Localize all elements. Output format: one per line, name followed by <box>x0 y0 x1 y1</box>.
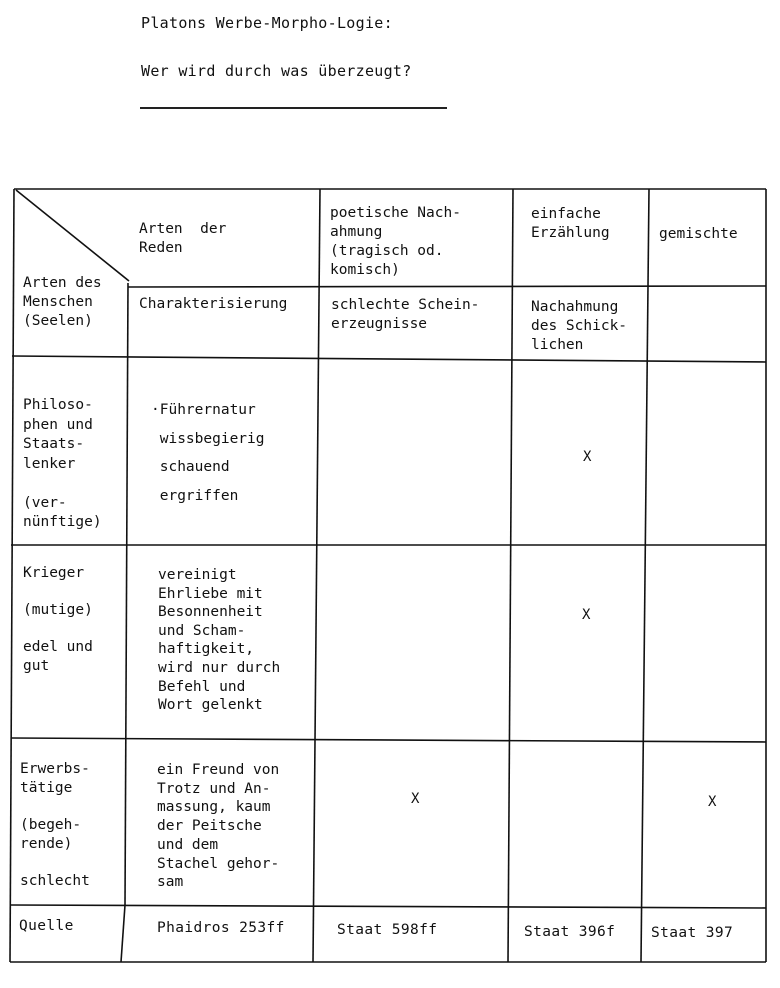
row-3-mark-col-3: X <box>708 794 717 810</box>
header-characterization: Charakterisierung <box>139 296 288 312</box>
row-3-type: Erwerbs- tätige (begeh- rende) schlecht <box>20 761 90 890</box>
header-poetic-imitation: poetische Nach- ahmung (tragisch od. komisch) <box>330 205 461 278</box>
row-3-character: ein Freund von Trotz und An- massung, kaum der Peitsche und dem Stachel gehor- sam <box>157 762 280 891</box>
source-characterization: Phaidros 253ff <box>157 920 285 936</box>
row-separator-3 <box>11 738 766 742</box>
header-split-line <box>128 286 766 287</box>
row-1-mark-col-2: X <box>583 449 592 465</box>
row-separator-4 <box>10 905 766 908</box>
row-separator-1 <box>12 356 766 362</box>
row-1-character: ·Führernatur wissbegierig schauend ergriffen <box>151 402 265 504</box>
row-3-mark-col-1: X <box>411 791 420 807</box>
col-separator-4 <box>641 189 649 962</box>
corner-diagonal <box>16 190 129 281</box>
header-bottom-col-1: schlechte Schein- erzeugnisse <box>331 297 480 332</box>
col-separator-1 <box>125 283 128 905</box>
document-question: Wer wird durch was überzeugt? <box>141 62 412 80</box>
row-1-type: Philoso- phen und Staats- lenker (ver- nünftige) <box>23 397 102 530</box>
header-mixed: gemischte <box>659 226 738 242</box>
table-left-border <box>10 189 14 962</box>
col-separator-2 <box>313 189 320 962</box>
source-mixed: Staat 397 <box>651 925 734 941</box>
row-2-character: vereinigt Ehrliebe mit Besonnenheit und Scham- haftigkeit, wird nur durch Befehl und Wort gelenkt <box>158 567 281 714</box>
source-simple-narration: Staat 396f <box>524 924 616 940</box>
document-title: Platons Werbe-Morpho-Logie: <box>141 14 393 32</box>
row-2-mark-col-2: X <box>582 607 591 623</box>
source-poetic-imitation: Staat 598ff <box>337 922 438 938</box>
corner-bottom-label: Arten des Menschen (Seelen) <box>23 275 102 329</box>
header-bottom-col-2: Nachahmung des Schick- lichen <box>531 299 628 353</box>
col-separator-1-source <box>121 905 125 962</box>
col-separator-3 <box>508 189 513 962</box>
row-2-type: Krieger (mutige) edel und gut <box>23 565 93 674</box>
header-simple-narration: einfache Erzählung <box>531 206 610 241</box>
source-label: Quelle <box>19 918 74 934</box>
corner-top-label: Arten der Reden <box>139 221 227 256</box>
